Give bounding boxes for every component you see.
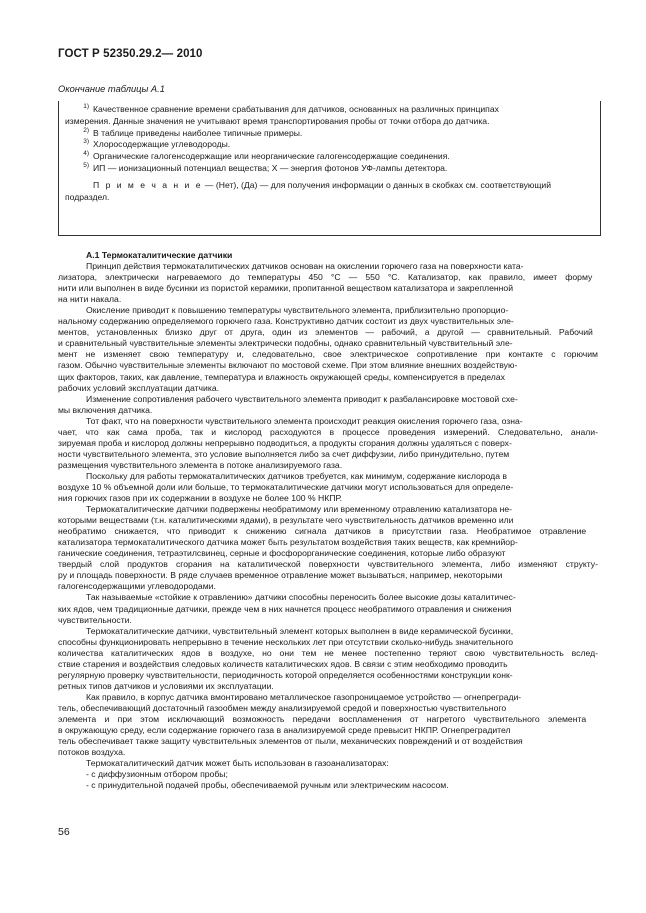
paragraph-line: щих факторов, таких, как давление, температура и влажность окружающей среды, компенсируется в пределах	[58, 371, 505, 382]
paragraph-line: тель обеспечивает также защиту чувствительных элементов от пыли, механических повреждений и от воздействия	[58, 736, 523, 747]
paragraph-line: способны функционировать непрерывно в течение нескольких лет при отсутствии сколько-нибудь значительного	[58, 636, 514, 647]
paragraph-line: которыми веществами (т.н. каталитическими ядами), в результате чего чувствительность датчиков временно или	[58, 515, 514, 526]
document-header: ГОСТ Р 52350.29.2— 2010	[58, 48, 203, 60]
paragraph-line: ретных типов датчиков и условиями их эксплуатации.	[58, 680, 274, 691]
paragraph-line: элемента и при этом исключающий возможность передачи воспламенения от нагретого чувствительного элемента	[58, 713, 587, 724]
footnote-text: Хлоросодержащие углеводороды.	[93, 139, 231, 150]
paragraph-line: Как правило, в корпус датчика вмонтировано металлическое газопроницаемое устройство — огнепрегради-	[86, 691, 522, 702]
paragraph	[58, 504, 598, 592]
paragraph-line: Окисление приводит к повышению температуры чувствительного элемента, приблизительно пропорцио-	[86, 305, 509, 316]
section-title: А.1 Термокаталитические датчики	[86, 250, 233, 260]
paragraph	[58, 692, 598, 758]
note-line	[65, 192, 592, 204]
paragraph-line: и сравнительный чувствительные элементы электрически подобны, однако сравнительный чувствительный эле-	[58, 338, 513, 349]
footnote-text: Качественное сравнение времени срабатывания для датчиков, основанных на различных принципах	[93, 104, 499, 114]
footnote-text: В таблице приведены наиболее типичные примеры.	[93, 127, 303, 138]
paragraph-line: Термокаталитические датчики, чувствительный элемент которых выполнен в виде керамической бусинки,	[86, 625, 514, 636]
paragraph	[58, 758, 598, 769]
footnote-line	[65, 104, 592, 116]
footnote-marker: 1)	[83, 103, 89, 111]
paragraph	[58, 261, 598, 305]
paragraph-line: количества каталитических ядов в воздухе, но они тем не менее постепенно теряют свою чувствительность вслед-	[58, 647, 598, 658]
paragraph-line: Термокаталитические датчики подвержены необратимому или временному отравлению катализатора не-	[86, 504, 513, 515]
note-line	[65, 180, 592, 192]
footnote-text: измерения. Данные значения не учитывают время транспортирования пробы от точки отбора до датчика.	[65, 115, 490, 126]
paragraph	[58, 592, 598, 625]
paragraph-line: рабочих условий эксплуатации датчика.	[58, 382, 220, 393]
paragraph	[58, 780, 598, 791]
paragraph-line: Поскольку для работы термокаталитических датчиков требуется, как минимум, содержание кислорода в	[86, 470, 507, 481]
paragraph-line: Так называемые «стойкие к отравлению» датчики способны переносить более высокие дозы каталитичес-	[86, 592, 516, 603]
paragraph	[58, 471, 598, 504]
note-text: подраздел.	[65, 191, 110, 202]
footnote-text: Органические галогенсодержащие или неорганические галогенсодержащие соединения.	[93, 151, 450, 162]
paragraph-line: катализатора термокаталитического датчика может быть результатом воздействия таких веществ, как кремнийор-	[58, 537, 518, 548]
paragraph-line: ру и площадь поверхности. В ряде случаев временное отравление может вызываться, например, некоторыми	[58, 570, 503, 581]
footnote-marker: 5)	[83, 162, 89, 170]
paragraph-line: потоков воздуха.	[58, 747, 126, 758]
footnote-line	[65, 128, 592, 140]
main-text	[58, 250, 598, 791]
paragraph-line: необратимо снижается, что приводит к снижению сигнала датчиков в присутствии газа. Необратимое отравление	[58, 526, 587, 537]
paragraph-line: регулярную проверку чувствительности, периодичность которой определяется особенностями конструкции конк-	[58, 669, 513, 680]
footnote-indent	[65, 163, 93, 175]
paragraph-line: мент не изменяет свою температуру и, следовательно, свое электрическое сопротивление при контакте с горючим	[58, 349, 598, 360]
paragraph-line: мы включения датчика.	[58, 404, 153, 415]
paragraph-line: - с принудительной подачей пробы, обеспечиваемой ручным или электрическим насосом.	[86, 780, 449, 791]
footnote-marker: 3)	[83, 138, 89, 146]
paragraph-line: ствие старения и воздействия следовых количеств каталитических ядов. В связи с этим необходимо проводить	[58, 658, 508, 669]
footnote-line	[65, 139, 592, 151]
paragraph-line: на нити накала.	[58, 294, 122, 305]
table-caption: Окончание таблицы А.1	[58, 84, 165, 94]
paragraph-line: Изменение сопротивления рабочего чувствительного элемента приводит к разбалансировке мостовой схе-	[86, 393, 518, 404]
paragraph-line: ния горючих газов при их содержании в воздухе не более 100 % НКПР.	[58, 493, 343, 504]
paragraph-line: Термокаталитический датчик может быть использован в газоанализаторах:	[86, 758, 389, 769]
paragraph-line: тель, обеспечивающий достаточный газообмен между анализируемой средой и поверхностью чувствительного	[58, 702, 507, 713]
note-text: — (Нет), (Да) — для получения информации о данных в скобках см. соответствующий	[204, 179, 551, 190]
paragraph-line: ности чувствительного элемента, это условие выполняется либо за счет диффузии, либо принудительно, путем	[58, 448, 510, 459]
paragraph	[58, 394, 598, 416]
footnote-text: ИП — ионизационный потенциал вещества; Х — энергия фотонов УФ-лампы детектора.	[93, 162, 448, 173]
paragraph-line: чувствительности.	[58, 614, 132, 625]
paragraph-line: ментов, установленных близко друг от друга, один из элементов — рабочий, а другой — сравнительный. Рабочий	[58, 327, 593, 338]
paragraph-line: в окружающую среду, если содержание горючего газа в анализируемой среде превысит НКПР. Огнепреградител	[58, 725, 511, 736]
footnote-line	[65, 163, 592, 175]
paragraph-line: газом. Обычно чувствительные элементы включают по мостовой схеме. При этом влияние внешних воздействую-	[58, 360, 518, 371]
paragraph-line: ких ядов, чем традиционные датчики, прежде чем в них начнется процесс необратимого отравления и снижения	[58, 603, 512, 614]
paragraph-line: Тот факт, что на поверхности чувствительного элемента происходит реакция окисления горючего газа, озна-	[86, 415, 523, 426]
footnote-marker: 4)	[83, 150, 89, 158]
paragraph-line: Принцип действия термокаталитических датчиков основан на окислении горючего газа на поверхности ката-	[86, 261, 524, 272]
footnote-line	[65, 116, 592, 128]
paragraph-line: чает, что как сама проба, так и кислород расходуются в процессе проведения измерений. Следовательно, анали-	[58, 426, 598, 437]
paragraph	[58, 416, 598, 471]
paragraph-line: зируемая проба и кислород должны непрерывно подводиться, а продукты сгорания должны удаляться с поверх-	[58, 437, 512, 448]
table-footnotes-box	[58, 101, 601, 236]
paragraph	[58, 626, 598, 692]
paragraph-line: нальному содержанию определяемого горючего газа. Конструктивно датчик состоит из двух чувствительных эле-	[58, 316, 514, 327]
paragraph-line: лизатора, электрически нагреваемого до температуры 450 °С — 550 °С. Катализатор, как правило, имеет форму	[58, 272, 593, 283]
paragraph	[58, 305, 598, 393]
paragraph-line: воздухе 10 % объемной доли или больше, то термокаталитические датчики могут использоваться для определе-	[58, 481, 514, 492]
note-label: П р и м е ч а н и е	[93, 179, 203, 190]
paragraphs-container	[58, 261, 598, 791]
paragraph-line: нити или выполнен в виде бусинки из пористой керамики, пропитанной веществом катализатора и закрепленной	[58, 283, 514, 294]
page-number: 56	[58, 826, 70, 838]
paragraph	[58, 769, 598, 780]
paragraph-line: ганические соединения, тетраэтилсвинец, серные и фосфорорганические соединения, которые либо образуют	[58, 548, 506, 559]
paragraph-line: размещения чувствительного элемента в потоке анализируемого газа.	[58, 459, 343, 470]
paragraph-line: твердый слой продуктов сгорания на каталитической поверхности чувствительного элемента, либо изменяют структу-	[58, 559, 598, 570]
footnote-marker: 2)	[83, 126, 89, 134]
paragraph-line: - с диффузионным отбором пробы;	[86, 769, 228, 780]
footnote-indent	[65, 104, 93, 116]
paragraph-line: галогенсодержащими углеводородами.	[58, 581, 216, 592]
footnote-line	[65, 151, 592, 163]
